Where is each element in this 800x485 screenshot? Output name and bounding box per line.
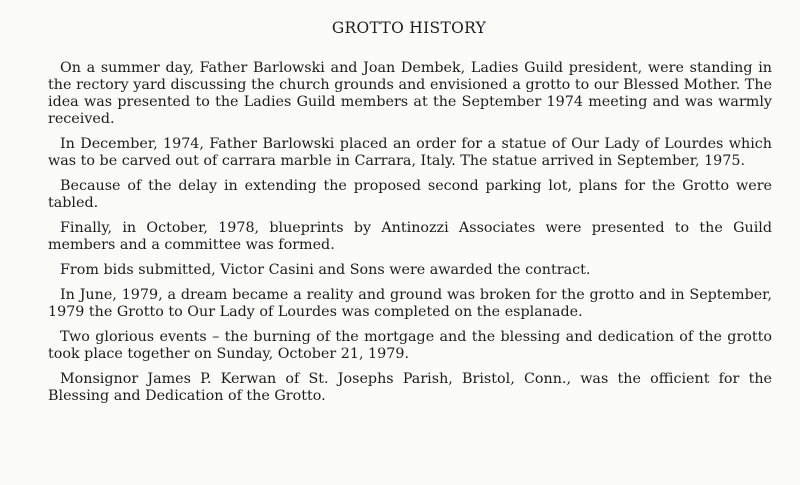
paragraph-groundbreaking: In June, 1979, a dream became a reality and ground was broken for the grotto and in September, 1979 the Grotto to Our Lady of Lourdes was completed on the esplanade. xyxy=(48,287,772,320)
page-title: GROTTO HISTORY xyxy=(331,19,487,37)
paragraph-blueprints: Finally, in October, 1978, blueprints by Antinozzi Associates were presented to the Guild members and a committee was formed. xyxy=(48,220,772,253)
paragraph-dedication: Monsignor James P. Kerwan of St. Josephs Parish, Bristol, Conn., was the officient for the Blessing and Dedication of the Grotto. xyxy=(48,371,772,404)
paragraph-glorious-events: Two glorious events – the burning of the mortgage and the blessing and dedication of the grotto took place together on Sunday, October 21, 1979. xyxy=(48,329,772,362)
paragraph-summer-day: On a summer day, Father Barlowski and Joan Dembek, Ladies Guild president, were standing in the rectory yard discussing the church grounds and envisioned a grotto to our Blessed Mother. The idea was presented to the Ladies Guild members at the September 1974 meeting and was warmly received. xyxy=(48,60,772,127)
paragraph-statue-order: In December, 1974, Father Barlowski placed an order for a statue of Our Lady of Lourdes which was to be carved out of carrara marble in Carrara, Italy. The statue arrived in September, 1975. xyxy=(48,136,772,169)
paragraph-contract: From bids submitted, Victor Casini and Sons were awarded the contract. xyxy=(60,262,591,278)
document-body xyxy=(48,60,772,405)
paragraph-parking-delay: Because of the delay in extending the proposed second parking lot, plans for the Grotto were tabled. xyxy=(48,178,772,211)
